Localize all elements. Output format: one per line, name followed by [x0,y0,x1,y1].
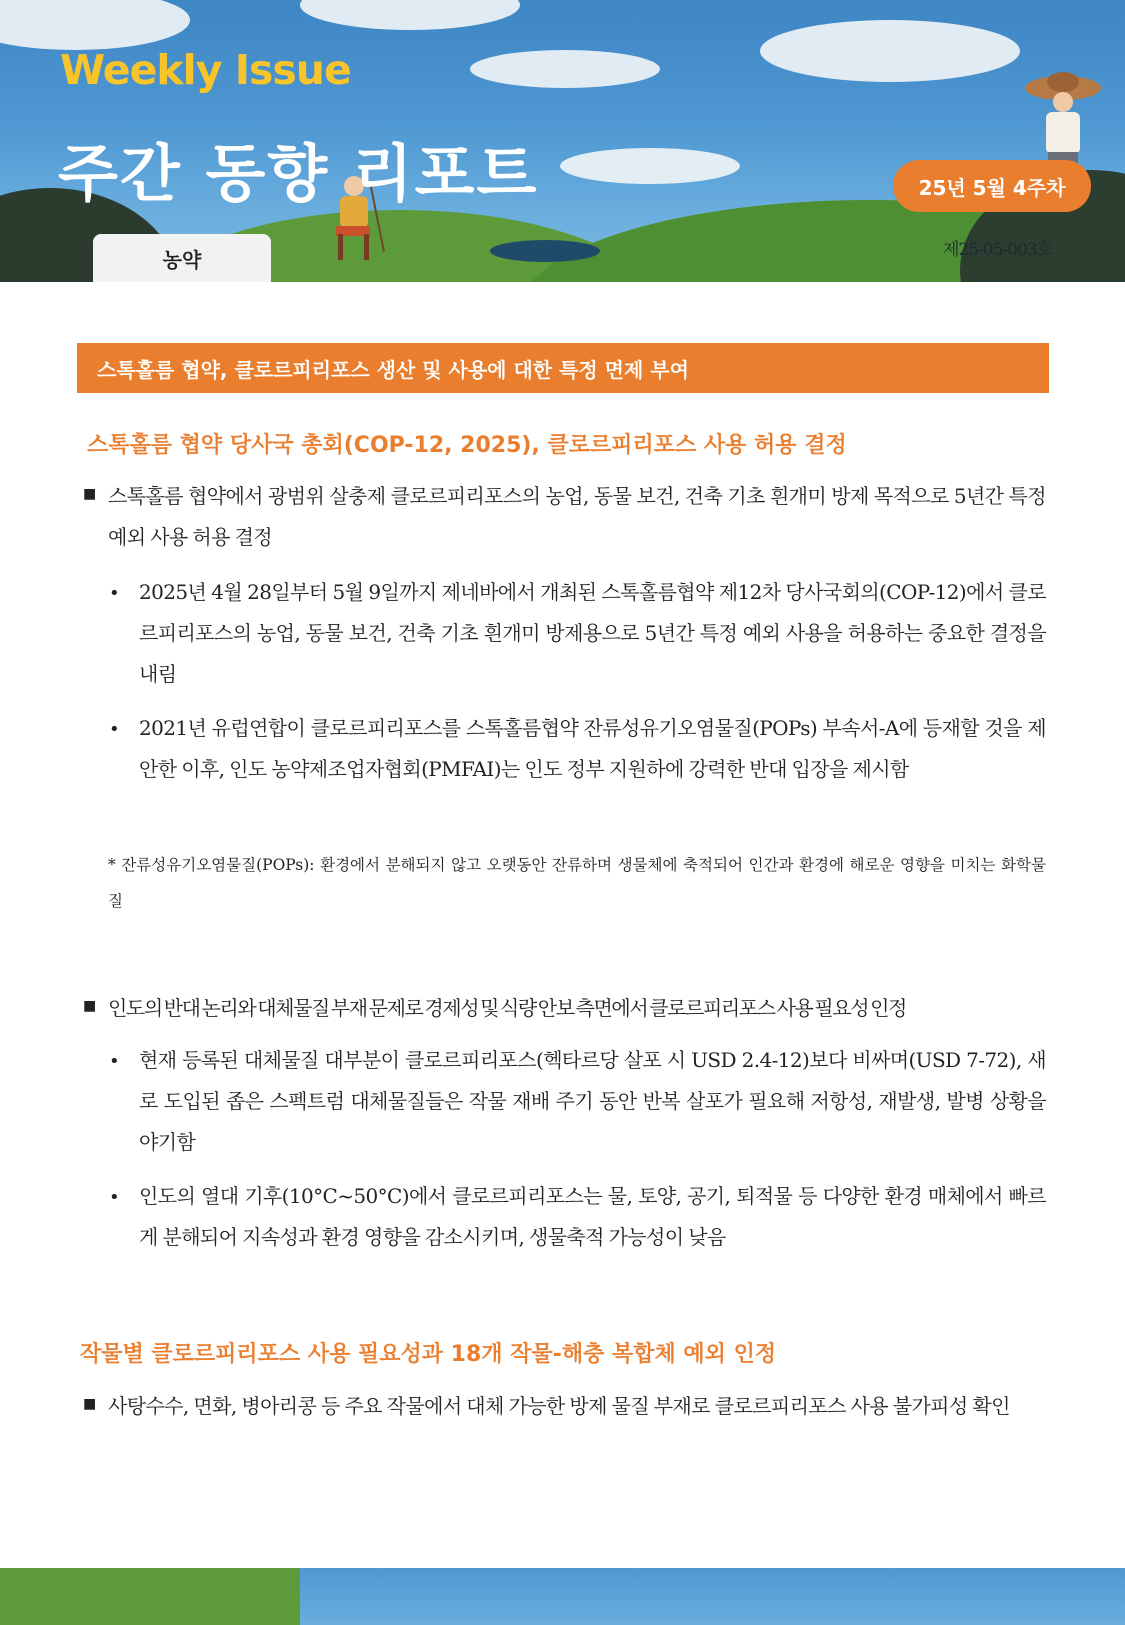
category-tab[interactable]: 농약 [93,234,271,282]
round-bullet-icon: • [109,583,120,604]
sub-bullet-point: 인도의 열대 기후(10°C~50°C)에서 클로르피리포스는 물, 토양, 공기, 퇴적물 등 다양한 환경 매체에서 빠르게 분해되어 지속성과 환경 영향을 감소시키며, 생물축적 가능성이 낮음 [139,1184,1046,1249]
square-bullet-icon: ■ [83,1396,97,1412]
hill-decoration [0,1568,300,1625]
bullet-point: 사탕수수, 면화, 병아리콩 등 주요 작물에서 대체 가능한 방제 물질 부재로 클로르피리포스 사용 불가피성 확인 [108,1394,1010,1418]
sub-bullet-point: 2021년 유럽연합이 클로르피리포스를 스톡홀름협약 잔류성유기오염물질(POPs) 부속서-A에 등재할 것을 제안한 이후, 인도 농약제조업자협회(PMFAI)는 인도 정부 지원하에 강력한 반대 입장을 제시함 [139,716,1046,781]
round-bullet-icon: • [109,1051,120,1072]
footnote: * 잔류성유기오염물질(POPs): 환경에서 분해되지 않고 오랫동안 잔류하며 생물체에 축적되어 인간과 환경에 해로운 영향을 미치는 화학물질 [108,856,1046,910]
issue-number: 제25-05-003호 [942,240,1052,260]
square-bullet-icon: ■ [83,486,97,502]
section-heading: 작물별 클로르피리포스 사용 필요성과 18개 작물-해충 복합체 예외 인정 [80,1342,777,1367]
round-bullet-icon: • [109,719,120,740]
sub-bullet-point: 현재 등록된 대체물질 대부분이 클로르피리포스(헥타르당 살포 시 USD 2.4-12)보다 비싸며(USD 7-72), 새로 도입된 좁은 스펙트럼 대체물질들은 작물 재배 주기 동안 반복 살포가 필요해 저항성, 재발생, 발병 상황을 야기함 [139,1048,1046,1154]
date-badge: 25년 5월 4주차 [893,160,1091,212]
bullet-point: 스톡홀름 협약에서 광범위 살충제 클로르피리포스의 농업, 동물 보건, 건축 기초 흰개미 방제 목적으로 5년간 특정 예외 사용 허용 결정 [108,484,1046,549]
cloud-decoration [300,0,520,30]
brand-title: Weekly Issue [60,46,351,94]
pond-decoration [490,240,600,262]
article-headline: 스톡홀름 협약, 클로르피리포스 생산 및 사용에 대한 특정 면제 부여 [77,343,1049,393]
bullet-point: 인도의 반대 논리와 대체물질 부재 문제로 경제성 및 식량 안보 측면에서 클로르피리포스 사용 필요성 인정 [108,996,906,1020]
sub-bullet-point: 2025년 4월 28일부터 5월 9일까지 제네바에서 개최된 스톡홀름협약 제12차 당사국회의(COP-12)에서 클로르피리포스의 농업, 동물 보건, 건축 기초 흰개미 방제용으로 5년간 특정 예외 사용을 허용하는 중요한 결정을 내림 [139,580,1046,686]
round-bullet-icon: • [109,1187,120,1208]
cloud-decoration [760,20,1020,82]
section-heading: 스톡홀름 협약 당사국 총회(COP-12, 2025), 클로르피리포스 사용 허용 결정 [87,433,847,458]
cloud-decoration [0,0,190,50]
square-bullet-icon: ■ [83,998,97,1014]
cloud-decoration [470,50,660,88]
footer-banner [0,1568,1125,1625]
header-banner [0,0,1125,282]
report-title: 주간 동향 리포트 [58,137,539,210]
cloud-decoration [560,148,740,184]
